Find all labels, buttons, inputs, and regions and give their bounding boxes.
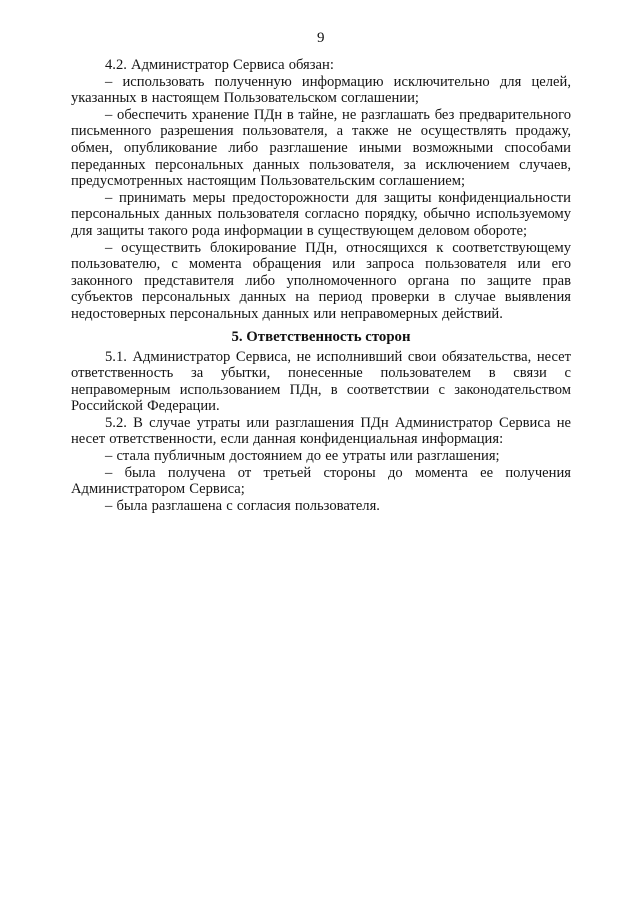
paragraph-bullet-keep-secret: – обеспечить хранение ПДн в тайне, не разглашать без предварительного письменного разрешения пользователя, а также не осуществлять продажу, обмен, опубликование либо разглашение иными возможными способами переданных персональных данных пользователя, за исключением случаев, предусмотренных настоящим Пользовательским соглашением;: [71, 106, 571, 190]
paragraph-4-2-intro: 4.2. Администратор Сервиса обязан:: [105, 57, 334, 73]
paragraph-bullet-precautions: – принимать меры предосторожности для защиты конфиденциальности персональных данных пользователя согласно порядку, обычно используемому для защиты такого рода информации в существующем деловом обороте;: [71, 189, 571, 239]
paragraph-bullet-use-info: – использовать полученную информацию исключительно для целей, указанных в настоящем Пользовательском соглашении;: [71, 73, 571, 107]
paragraph-bullet-third-party: – была получена от третьей стороны до момента ее получения Администратором Сервиса;: [71, 464, 571, 498]
page-text-block: [71, 30, 571, 514]
paragraph-5-1: 5.1. Администратор Сервиса, не исполнивший свои обязательства, несет ответственность за убытки, понесенные пользователем в связи с неправомерным использованием ПДн, в соответствии с законодательством Российской Федерации.: [71, 348, 571, 415]
section-5-heading: 5. Ответственность сторон: [231, 328, 411, 345]
paragraph-bullet-user-consent: – была разглашена с согласия пользователя.: [105, 497, 380, 514]
paragraph-bullet-blocking: – осуществить блокирование ПДн, относящихся к соответствующему пользователю, с момента обращения или запроса пользователя или его законного представителя либо уполномоченного органа по защите прав субъектов персональных данных на период проверки в случае выявления недостоверных персональных данных или неправомерных действий.: [71, 239, 571, 322]
paragraph-5-2: 5.2. В случае утраты или разглашения ПДн Администратор Сервиса не несет ответственности, если данная конфиденциальная информация:: [71, 414, 571, 448]
page-number: 9: [317, 30, 325, 46]
paragraph-bullet-public-domain: – стала публичным достоянием до ее утраты или разглашения;: [105, 448, 500, 465]
